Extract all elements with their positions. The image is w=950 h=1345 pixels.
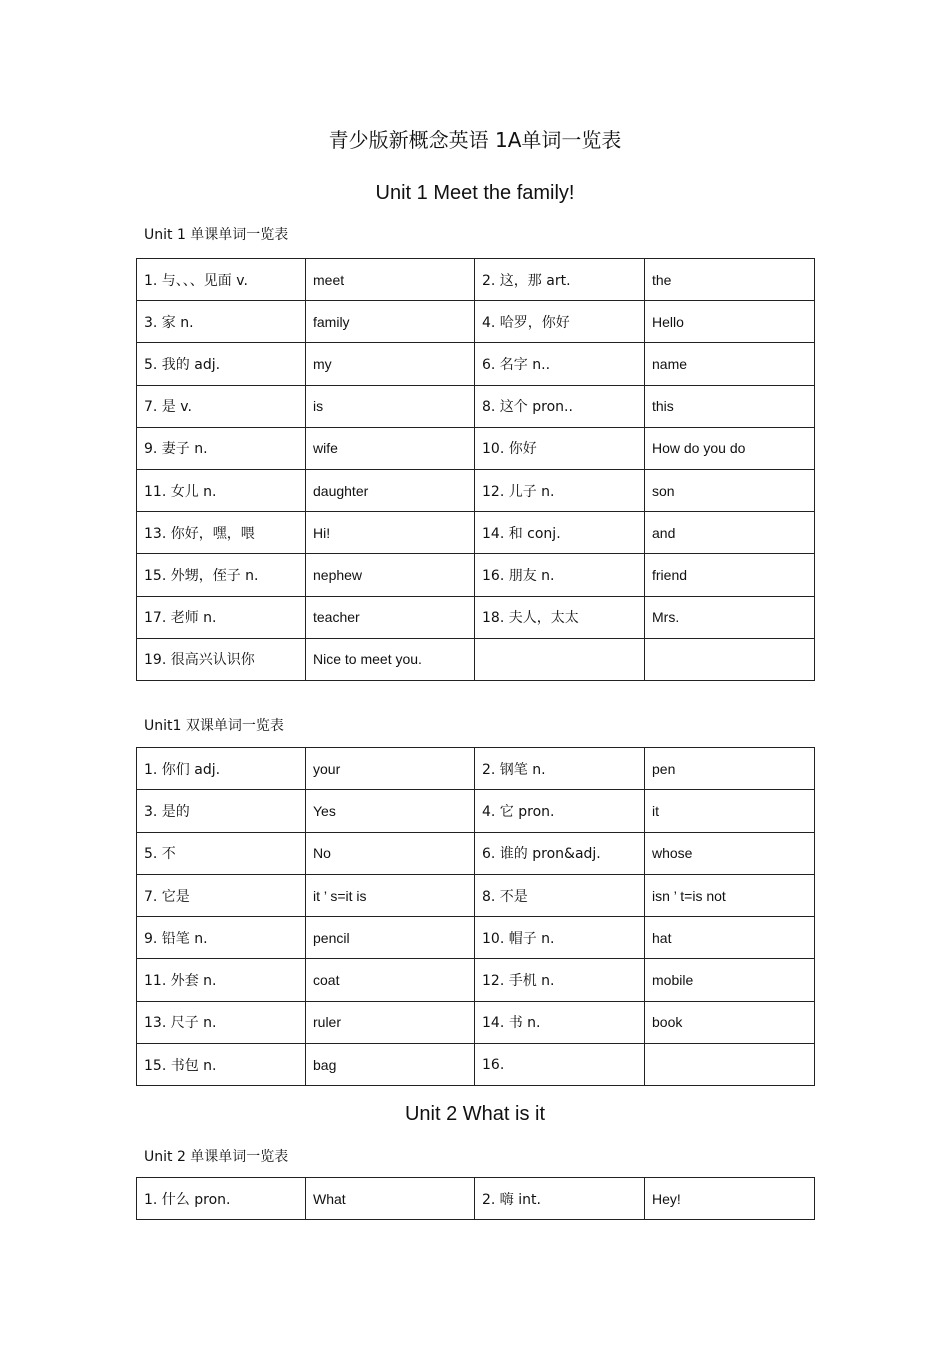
vocab-row	[137, 1001, 815, 1043]
vocab-row	[137, 469, 815, 511]
chinese-term-cell: 12. 儿子 n.	[475, 469, 645, 511]
chinese-term-cell: 16. 朋友 n.	[475, 554, 645, 596]
vocab-row	[137, 959, 815, 1001]
english-word-cell: Hi!	[306, 512, 475, 554]
english-word-cell: pencil	[306, 917, 475, 959]
english-word-cell: Hey!	[645, 1178, 815, 1220]
chinese-term-cell	[475, 638, 645, 680]
document-title: 青少版新概念英语 1A单词一览表	[328, 128, 622, 152]
english-word-cell: Nice to meet you.	[306, 638, 475, 680]
english-word-cell: this	[645, 385, 815, 427]
english-word-cell: hat	[645, 917, 815, 959]
vocab-row	[137, 917, 815, 959]
chinese-term-cell: 13. 你好，嘿，喂	[137, 512, 306, 554]
unit1-single-table	[136, 258, 815, 681]
vocab-row	[137, 1178, 815, 1220]
chinese-term-cell: 9. 铅笔 n.	[137, 917, 306, 959]
english-word-cell: wife	[306, 427, 475, 469]
chinese-term-cell: 7. 是 v.	[137, 385, 306, 427]
chinese-term-cell: 12. 手机 n.	[475, 959, 645, 1001]
english-word-cell	[645, 638, 815, 680]
unit1-double-label: Unit1 双课单词一览表	[144, 718, 284, 734]
english-word-cell	[645, 1044, 815, 1086]
english-word-cell: bag	[306, 1044, 475, 1086]
english-word-cell: coat	[306, 959, 475, 1001]
english-word-cell: How do you do	[645, 427, 815, 469]
english-word-cell: son	[645, 469, 815, 511]
english-word-cell: Hello	[645, 301, 815, 343]
chinese-term-cell: 17. 老师 n.	[137, 596, 306, 638]
english-word-cell: mobile	[645, 959, 815, 1001]
english-word-cell: family	[306, 301, 475, 343]
english-word-cell: meet	[306, 259, 475, 301]
english-word-cell: name	[645, 343, 815, 385]
english-word-cell: teacher	[306, 596, 475, 638]
unit1-double-table	[136, 747, 815, 1086]
vocab-row	[137, 638, 815, 680]
english-word-cell: it	[645, 790, 815, 832]
unit2-title: Unit 2 What is it	[404, 1103, 546, 1125]
english-word-cell: the	[645, 259, 815, 301]
english-word-cell: is	[306, 385, 475, 427]
english-word-cell: your	[306, 748, 475, 790]
chinese-term-cell: 2. 这，那 art.	[475, 259, 645, 301]
chinese-term-cell: 3. 是的	[137, 790, 306, 832]
chinese-term-cell: 9. 妻子 n.	[137, 427, 306, 469]
english-word-cell: friend	[645, 554, 815, 596]
english-word-cell: and	[645, 512, 815, 554]
vocab-row	[137, 259, 815, 301]
chinese-term-cell: 11. 女儿 n.	[137, 469, 306, 511]
chinese-term-cell: 15. 外甥，侄子 n.	[137, 554, 306, 596]
chinese-term-cell: 14. 和 conj.	[475, 512, 645, 554]
vocab-row	[137, 427, 815, 469]
english-word-cell: Mrs.	[645, 596, 815, 638]
chinese-term-cell: 1. 你们 adj.	[137, 748, 306, 790]
chinese-term-cell: 6. 名字 n..	[475, 343, 645, 385]
chinese-term-cell: 4. 它 pron.	[475, 790, 645, 832]
english-word-cell: isn ’ t=is not	[645, 874, 815, 916]
vocab-row	[137, 832, 815, 874]
chinese-term-cell: 14. 书 n.	[475, 1001, 645, 1043]
vocab-row	[137, 512, 815, 554]
vocab-row	[137, 596, 815, 638]
vocab-row	[137, 301, 815, 343]
chinese-term-cell: 8. 这个 pron..	[475, 385, 645, 427]
chinese-term-cell: 8. 不是	[475, 874, 645, 916]
unit1-title: Unit 1 Meet the family!	[375, 182, 575, 204]
english-word-cell: pen	[645, 748, 815, 790]
chinese-term-cell: 5. 我的 adj.	[137, 343, 306, 385]
chinese-term-cell: 16.	[475, 1044, 645, 1086]
chinese-term-cell: 1. 什么 pron.	[137, 1178, 306, 1220]
english-word-cell: ruler	[306, 1001, 475, 1043]
english-word-cell: Yes	[306, 790, 475, 832]
chinese-term-cell: 5. 不	[137, 832, 306, 874]
vocab-row	[137, 1044, 815, 1086]
english-word-cell: book	[645, 1001, 815, 1043]
vocab-row	[137, 874, 815, 916]
unit1-single-label: Unit 1 单课单词一览表	[144, 227, 289, 243]
chinese-term-cell: 10. 你好	[475, 427, 645, 469]
chinese-term-cell: 2. 嗨 int.	[475, 1178, 645, 1220]
unit2-single-label: Unit 2 单课单词一览表	[144, 1149, 289, 1165]
chinese-term-cell: 2. 钢笔 n.	[475, 748, 645, 790]
chinese-term-cell: 10. 帽子 n.	[475, 917, 645, 959]
vocab-row	[137, 790, 815, 832]
english-word-cell: whose	[645, 832, 815, 874]
unit2-single-table	[136, 1177, 815, 1220]
chinese-term-cell: 7. 它是	[137, 874, 306, 916]
vocab-row	[137, 385, 815, 427]
chinese-term-cell: 13. 尺子 n.	[137, 1001, 306, 1043]
vocab-row	[137, 748, 815, 790]
vocab-row	[137, 343, 815, 385]
english-word-cell: my	[306, 343, 475, 385]
vocab-row	[137, 554, 815, 596]
english-word-cell: daughter	[306, 469, 475, 511]
english-word-cell: nephew	[306, 554, 475, 596]
chinese-term-cell: 6. 谁的 pron&adj.	[475, 832, 645, 874]
chinese-term-cell: 3. 家 n.	[137, 301, 306, 343]
chinese-term-cell: 1. 与、、、见面 v.	[137, 259, 306, 301]
chinese-term-cell: 4. 哈罗，你好	[475, 301, 645, 343]
chinese-term-cell: 19. 很高兴认识你	[137, 638, 306, 680]
chinese-term-cell: 18. 夫人，太太	[475, 596, 645, 638]
english-word-cell: No	[306, 832, 475, 874]
english-word-cell: it ’ s=it is	[306, 874, 475, 916]
chinese-term-cell: 15. 书包 n.	[137, 1044, 306, 1086]
chinese-term-cell: 11. 外套 n.	[137, 959, 306, 1001]
english-word-cell: What	[306, 1178, 475, 1220]
